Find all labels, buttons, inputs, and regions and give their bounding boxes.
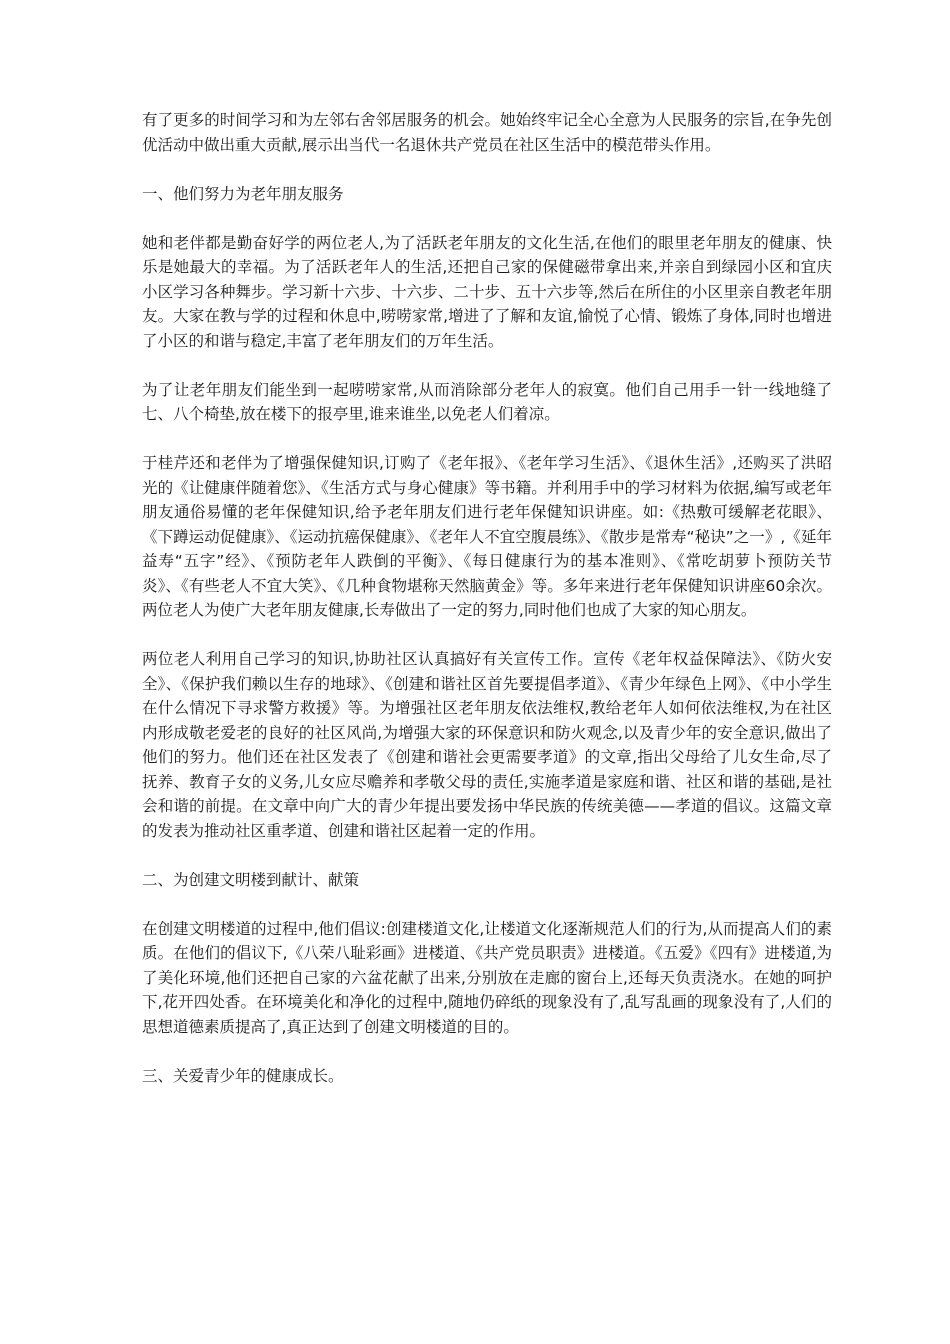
paragraph-intro: 有了更多的时间学习和为左邻右舍邻居服务的机会。她始终牢记全心全意为人民服务的宗旨,在争先创优活动中做出重大贡献,展示出当代一名退休共产党员在社区生活中的模范带头作用。: [142, 111, 832, 154]
paragraph-publicity: 两位老人利用自己学习的知识,协助社区认真搞好有关宣传工作。宣传《老年权益保障法》、《防火安全》、《保护我们赖以生存的地球》、《创建和谐社区首先要提倡孝道》、《青少年绿色上网》、《中小学生在什么情况下寻求警方救援》等。为增强社区老年朋友依法维权,教给老年人如何依法维权,为在社区内形成敬老爱老的良好的社区风尚,为增强大家的环保意识和防火观念,以及青少年的安全意识,做出了他们的努力。他们还在社区发表了《创建和谐社会更需要孝道》的文章,指出父母给了儿女生命,尽了抚养、教育子女的义务,儿女应尽赡养和孝敬父母的责任,实施孝道是家庭和谐、社区和谐的基础,是社会和谐的前提。在文章中向广大的青少年提出要发扬中华民族的传统美德——孝道的倡议。这篇文章的发表为推动社区重孝道、创建和谐社区起着一定的作用。: [142, 650, 832, 840]
section-heading-2: 二、为创建文明楼到献计、献策: [142, 870, 360, 889]
paragraph-civilized-stairway: 在创建文明楼道的过程中,他们倡议:创建楼道文化,让楼道文化逐渐规范人们的行为,从而提高人们的素质。在他们的倡议下,《八荣八耻彩画》进楼道、《共产党员职责》进楼道。《五爱》《四有》进楼道,为了美化环境,他们还把自己家的六盆花献了出来,分别放在走廊的窗台上,还每天负责浇水。在她的呵护下,花开四处香。在环境美化和净化的过程中,随地仍碎纸的现象没有了,乱写乱画的现象没有了,人们的思想道德素质提高了,真正达到了创建文明楼道的目的。: [142, 919, 832, 1036]
paragraph-dance: 她和老伴都是勤奋好学的两位老人,为了活跃老年朋友的文化生活,在他们的眼里老年朋友的健康、快乐是她最大的幸福。为了活跃老年人的生活,还把自己家的保健磁带拿出来,并亲自到绿园小区和宜庆小区学习各种舞步。学习新十六步、十六步、二十步、五十六步等,然后在所住的小区里亲自教老年朋友。大家在教与学的过程和休息中,唠唠家常,增进了了解和友谊,愉悦了心情、锻炼了身体,同时也增进了小区的和谐与稳定,丰富了老年朋友们的万年生活。: [142, 233, 832, 350]
paragraph-health-lectures: 于桂芹还和老伴为了增强保健知识,订购了《老年报》、《老年学习生活》、《退休生活》,还购买了洪昭光的《让健康伴随着您》、《生活方式与身心健康》等书籍。并利用手中的学习材料为依据,编写或老年朋友通俗易懂的老年保健知识,给予老年朋友们进行老年保健知识讲座。如:《热敷可缓解老花眼》、《下蹲运动促健康》、《运动抗癌保健康》、《老年人不宜空腹晨练》、《散步是常寿“秘诀”之一》,《延年益寿“五字”经》、《预防老年人跌倒的平衡》、《每日健康行为的基本准则》、《常吃胡萝卜预防关节炎》、《有些老人不宜大笑》、《几种食物堪称天然脑黄金》等。多年来进行老年保健知识讲座60余次。两位老人为使广大老年朋友健康,长寿做出了一定的努力,同时他们也成了大家的知心朋友。: [142, 454, 832, 619]
section-heading-1: 一、他们努力为老年朋友服务: [142, 184, 344, 203]
document-page: [142, 108, 832, 1113]
section-heading-3: 三、关爱青少年的健康成长。: [142, 1066, 344, 1085]
paragraph-cushions: 为了让老年朋友们能坐到一起唠唠家常,从而消除部分老年人的寂寞。他们自己用手一针一线地缝了七、八个椅垫,放在楼下的报亭里,谁来谁坐,以免老人们着凉。: [142, 380, 832, 423]
